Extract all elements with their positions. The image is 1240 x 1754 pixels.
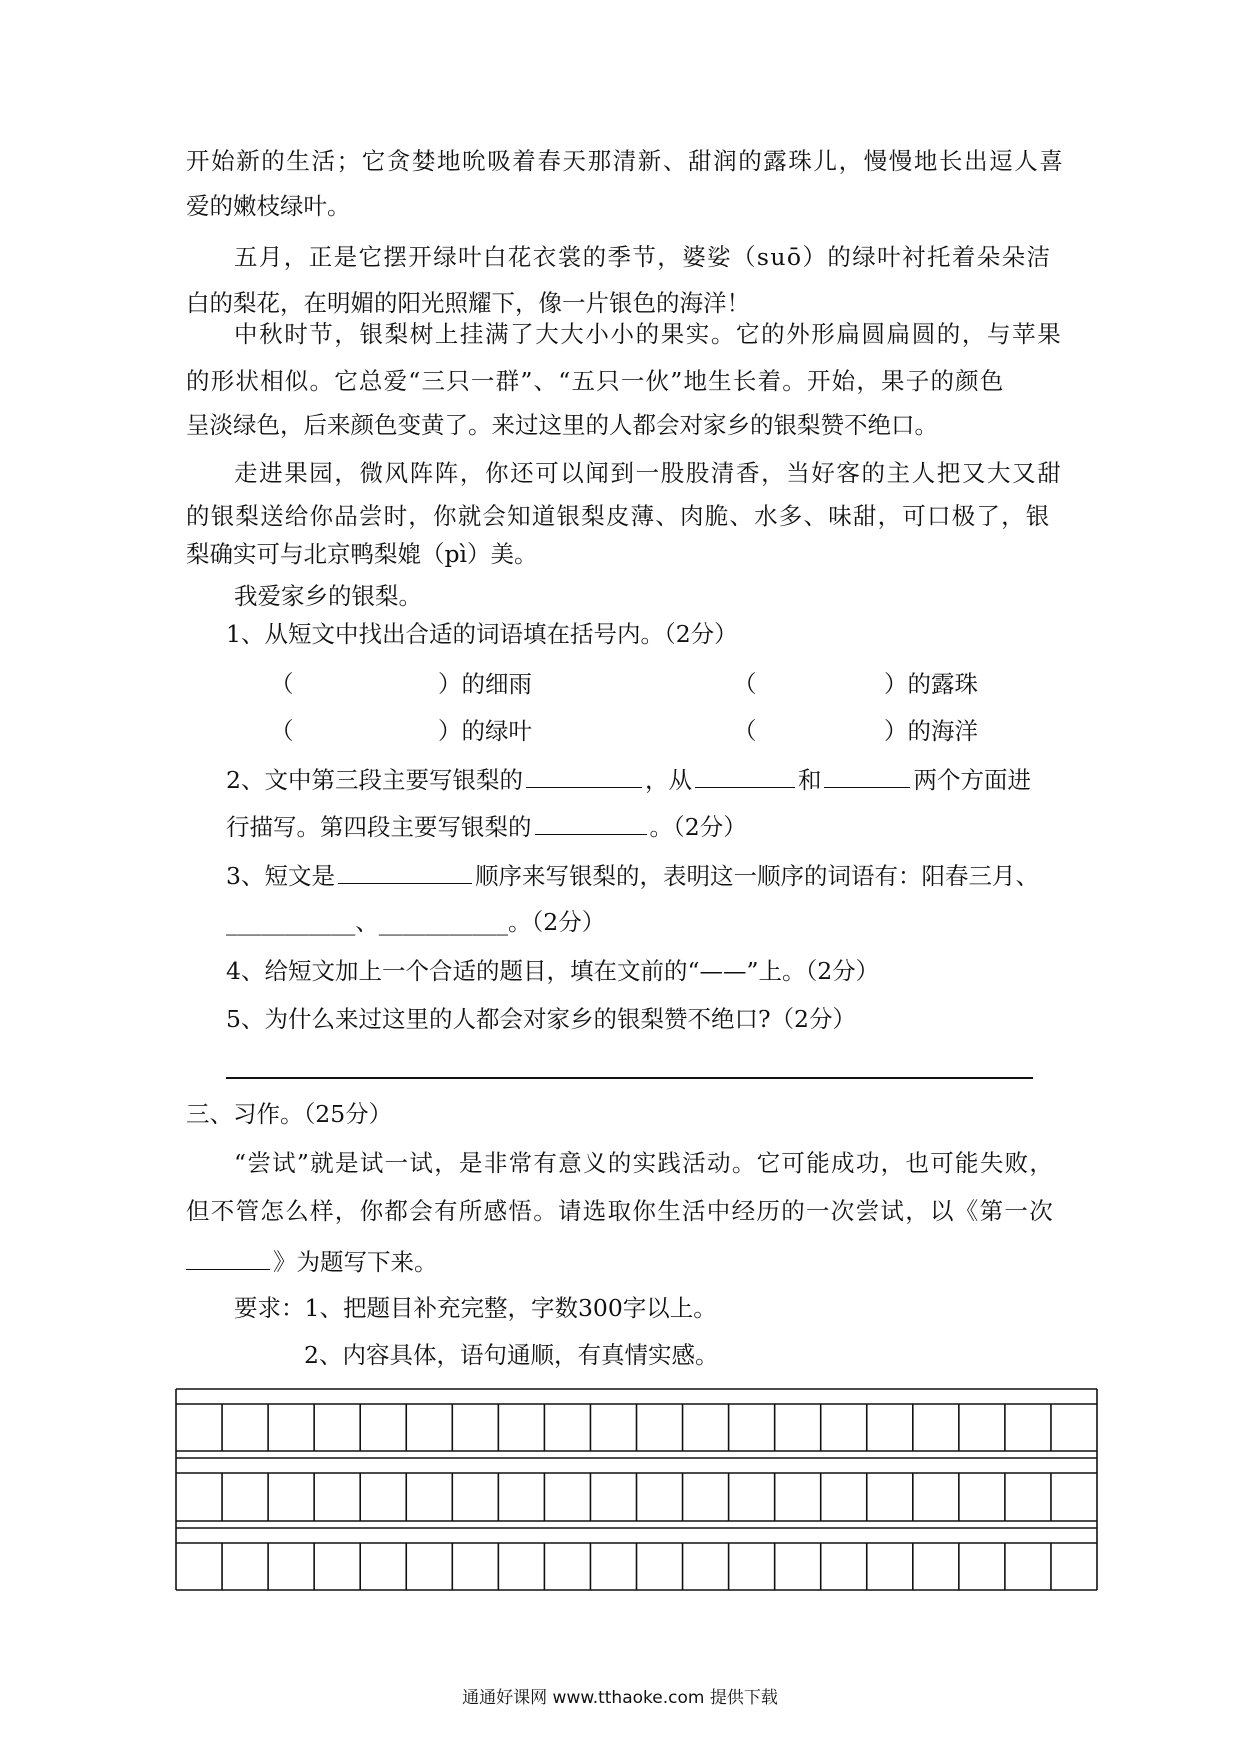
composition-prompt-line3-text: 》为题写下来。 [273, 1248, 438, 1276]
q1-open-paren-d: （ [733, 717, 757, 745]
composition-heading: 三、习作。（25分） [186, 1100, 393, 1128]
q2-text-b: ，从 [644, 766, 692, 794]
q1-fill-dewdrop: ）的露珠 [884, 670, 978, 698]
q3-text-a: 3、短文是 [226, 862, 335, 890]
question-4: 4、给短文加上一个合适的题目，填在文前的“——”上。（2分） [226, 957, 880, 985]
q2-text-f: 。（2分） [649, 813, 747, 841]
passage-p3-line2: 的形状相似。它总爱“三只一群”、“五只一伙”地生长着。开始，果子的颜色 [186, 367, 1005, 395]
q2-text-c: 和 [797, 766, 822, 794]
q2-text-e: 行描写。第四段主要写银梨的 [226, 813, 532, 841]
passage-p1-line2: 爱的嫩枝绿叶。 [186, 192, 351, 220]
q3-text-b: 顺序来写银梨的，表明这一顺序的词语有：阳春三月、 [474, 862, 1039, 890]
q1-open-paren-b: （ [733, 670, 757, 698]
passage-p5-line1: 我爱家乡的银梨。 [234, 582, 422, 610]
question-3-line2: ___________、___________。（2分） [226, 908, 606, 936]
q1-open-paren-c: （ [270, 717, 294, 745]
passage-p3-line1: 中秋时节，银梨树上挂满了大大小小的果实。它的外形扁圆扁圆的，与苹果 [234, 320, 1063, 348]
passage-p4-line1: 走进果园，微风阵阵，你还可以闻到一股股清香，当好客的主人把又大又甜 [234, 459, 1063, 487]
passage-p4-line2: 的银梨送给你品尝时，你就会知道银梨皮薄、肉脆、水多、味甜，可口极了，银 [186, 502, 1051, 530]
passage-p1-line1: 开始新的生活；它贪婪地吮吸着春天那清新、甜润的露珠儿，慢慢地长出逗人喜 [186, 147, 1065, 175]
composition-prompt-line1: “尝试”就是试一试，是非常有意义的实践活动。它可能成功，也可能失败， [234, 1149, 1055, 1177]
q1-fill-ocean: ）的海洋 [884, 717, 978, 745]
q1-fill-drizzle: ）的细雨 [438, 670, 532, 698]
q1-open-paren-a: （ [270, 670, 294, 698]
composition-requirement-1: 要求：1、把题目补充完整，字数300字以上。 [234, 1294, 717, 1322]
composition-requirement-2: 2、内容具体，语句通顺，有真情实感。 [304, 1341, 719, 1369]
passage-p2-line2: 白的梨花，在明媚的阳光照耀下，像一片银色的海洋！ [186, 289, 750, 317]
q1-fill-leaves: ）的绿叶 [438, 717, 532, 745]
passage-p2-line1: 五月，正是它摆开绿叶白花衣裳的季节，婆娑（suō）的绿叶衬托着朵朵洁 [234, 243, 1052, 271]
passage-p3-line3: 呈淡绿色，后来颜色变黄了。来过这里的人都会对家乡的银梨赞不绝口。 [186, 411, 938, 439]
question-1: 1、从短文中找出合适的词语填在括号内。（2分） [226, 620, 738, 648]
q2-text-d: 两个方面进 [913, 766, 1031, 794]
q2-text-a: 2、文中第三段主要写银梨的 [226, 766, 523, 794]
question-5: 5、为什么来过这里的人都会对家乡的银梨赞不绝口?（2分） [226, 1005, 857, 1033]
footer-download-credit: 通通好课网 www.tthaoke.com 提供下载 [462, 1688, 778, 1708]
passage-p4-line3: 梨确实可与北京鸭梨媲（pì）美。 [186, 540, 538, 568]
composition-prompt-line2: 但不管怎么样，你都会有所感悟。请选取你生活中经历的一次尝试，以《第一次 [186, 1197, 1054, 1225]
